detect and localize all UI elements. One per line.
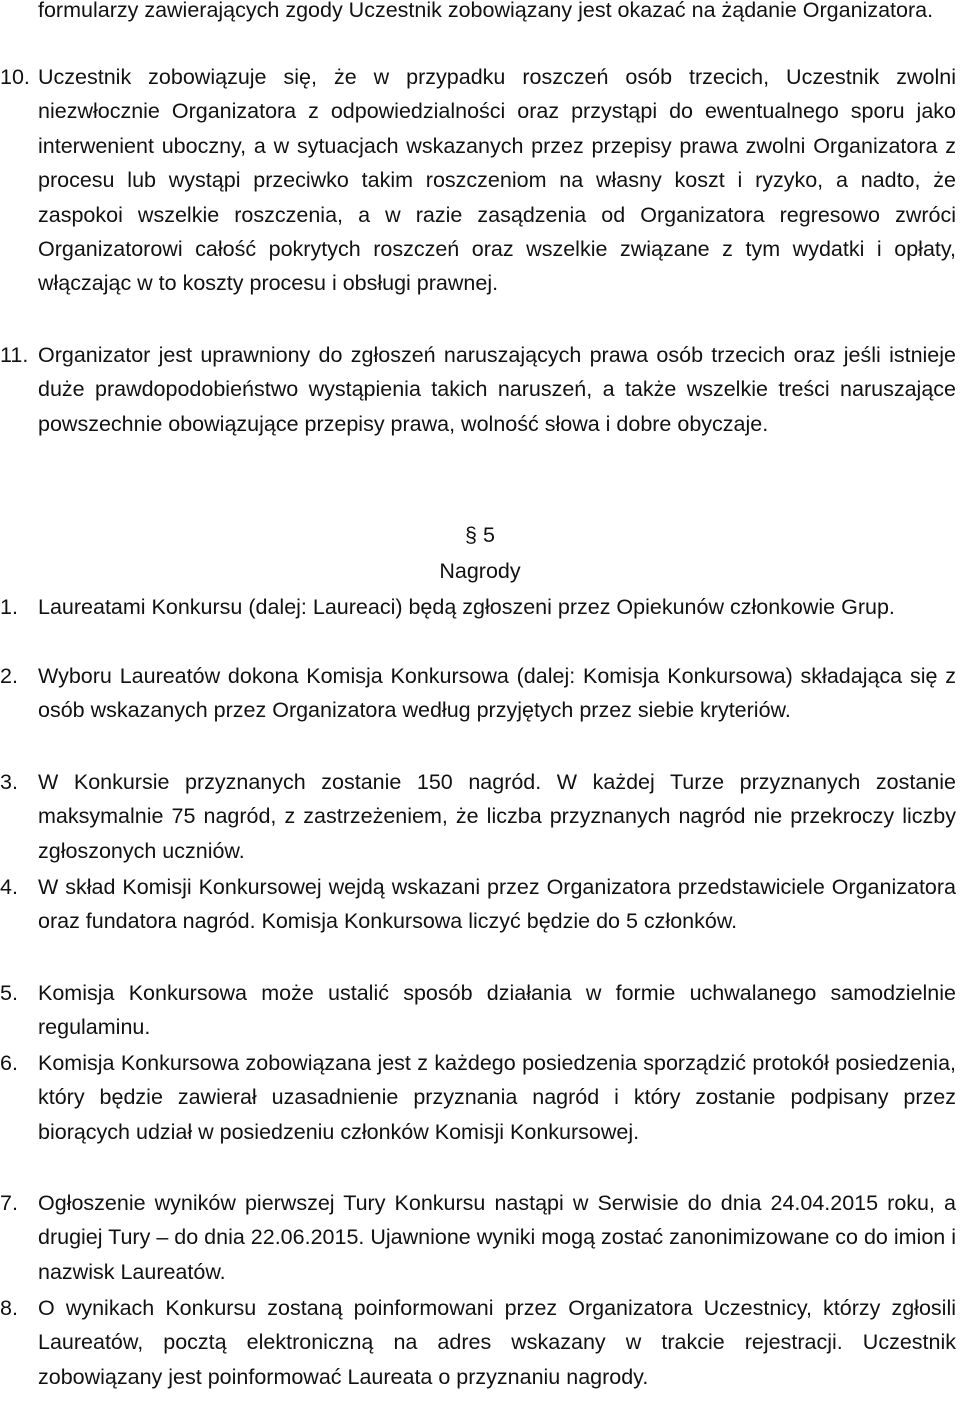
item-number: 6. [0, 1051, 18, 1075]
continuation-paragraph: formularzy zawierających zgody Uczestnik zobowiązany jest okazać na żądanie Organizatora. [38, 0, 934, 22]
item-text: W Konkursie przyznanych zostanie 150 nagród. W każdej Turze przyznanych zostanie maksymalnie 75 nagród, z zastrzeżeniem, że liczba przyznanych nagród nie przekroczy liczby zgłoszonych uczniów. [38, 770, 956, 863]
item-number: 1. [0, 595, 18, 619]
item-number: 8. [0, 1296, 18, 1320]
item-number: 7. [0, 1191, 18, 1215]
item-number: 10. [0, 65, 30, 89]
section-title: Nagrody [439, 559, 521, 583]
item-text: O wynikach Konkursu zostaną poinformowani przez Organizatora Uczestnicy, którzy zgłosili Laureatów, pocztą elektroniczną na adres wskazany w trakcie rejestracji. Uczestnik zobowiązany jest poinformować Laureata o przyznaniu nagrody. [38, 1296, 956, 1389]
item-number: 3. [0, 770, 18, 794]
item-text: W skład Komisji Konkursowej wejdą wskazani przez Organizatora przedstawiciele Organizatora oraz fundatora nagród. Komisja Konkursowa liczyć będzie do 5 członków. [38, 875, 956, 934]
item-number: 11. [0, 343, 29, 367]
item-text: Komisja Konkursowa może ustalić sposób działania w formie uchwalanego samodzielnie regulaminu. [38, 981, 956, 1040]
item-text: Uczestnik zobowiązuje się, że w przypadku roszczeń osób trzecich, Uczestnik zwolni niezwłocznie Organizatora z odpowiedzialności oraz przystąpi do ewentualnego sporu jako interwenient uboczny, a w sytuacjach wskazanych przez przepisy prawa zwolni Organizatora z procesu lub wystąpi przeciwko takim roszczeniom na własny koszt i ryzyko, a nadto, że zaspokoi wszelkie roszczenia, a w razie zasądzenia od Organizatora regresowo zwróci Organizatorowi całość pokrytych roszczeń oraz wszelkie związane z tym wydatki i opłaty, włączając w to koszty procesu i obsługi prawnej. [38, 65, 956, 296]
item-text: Laureatami Konkursu (dalej: Laureaci) będą zgłoszeni przez Opiekunów członkowie Grup. [38, 595, 895, 619]
item-text: Ogłoszenie wyników pierwszej Tury Konkursu nastąpi w Serwisie do dnia 24.04.2015 roku, a drugiej Tury – do dnia 22.06.2015. Ujawnione wyniki mogą zostać zanonimizowane co do imion i nazwisk Laureatów. [38, 1191, 956, 1284]
item-text: Komisja Konkursowa zobowiązana jest z każdego posiedzenia sporządzić protokół posiedzenia, który będzie zawierał uzasadnienie przyznania nagród i który zostanie podpisany przez biorących udział w posiedzeniu członków Komisji Konkursowej. [38, 1051, 956, 1144]
item-text: Organizator jest uprawniony do zgłoszeń naruszających prawa osób trzecich oraz jeśli istnieje duże prawdopodobieństwo wystąpienia takich naruszeń, a także wszelkie treści naruszające powszechnie obowiązujące przepisy prawa, wolność słowa i dobre obyczaje. [38, 343, 956, 436]
item-text: Wyboru Laureatów dokona Komisja Konkursowa (dalej: Komisja Konkursowa) składająca się z osób wskazanych przez Organizatora według przyjętych przez siebie kryteriów. [38, 664, 956, 723]
item-number: 5. [0, 981, 18, 1005]
section-symbol: § 5 [465, 523, 495, 547]
item-number: 4. [0, 875, 18, 899]
item-number: 2. [0, 664, 18, 688]
